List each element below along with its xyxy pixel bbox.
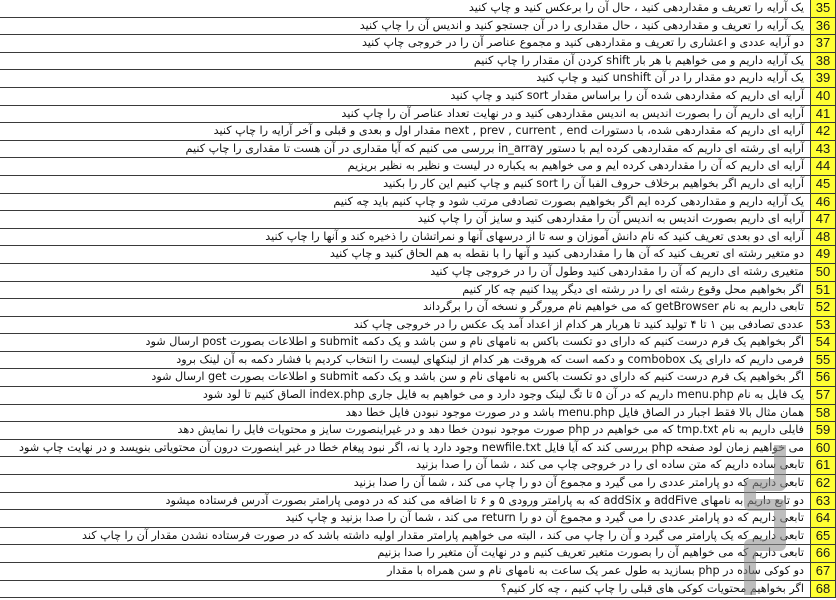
row-number-cell[interactable]: 61	[810, 457, 836, 474]
row-number-cell[interactable]: 59	[810, 422, 836, 439]
row-number-cell[interactable]: 40	[810, 88, 836, 105]
exercise-text-cell[interactable]: یک آرایه داریم و مقداردهی کرده ایم اگر بخواهیم بصورت تصادفی مرتب شود و چاپ کنیم باید چه کنیم	[333, 194, 804, 208]
exercise-text-cell[interactable]: متغیری رشته ای داریم که آن را مقداردهی کنید وطول آن را در خروجی چاپ کنید	[430, 264, 804, 278]
exercise-text-cell[interactable]: فایلی داریم به نام tmp.txt که می خواهیم در php صورت موجود نبودن خطا دهد و در غیراینصورت سایز و محتویات فایل را نمایش دهد	[177, 423, 804, 437]
row-number-cell[interactable]: 42	[810, 123, 836, 140]
exercise-text-cell[interactable]: دو کوکی ساده در php بسازید به طول عمر یک ساعت به نامهای نام و سن همراه با مقدار	[387, 564, 804, 577]
exercise-text-cell[interactable]: تابعی ساده داریم که متن ساده ای را در خروجی چاپ می کند ، شما آن را صدا بزنید	[416, 458, 804, 472]
table-row[interactable]	[0, 440, 836, 458]
row-number-cell[interactable]: 62	[810, 475, 836, 492]
row-number-cell[interactable]: 56	[810, 369, 836, 386]
row-number-cell[interactable]: 36	[810, 18, 836, 35]
exercise-text-cell[interactable]: آرایه ای دو بعدی تعریف کنید که نام دانش آموزان و سه تا از درسهای آنها و نمراتشان را ذخیره کند و آنها را چاپ کنید	[265, 229, 804, 243]
exercise-text-cell[interactable]: تابعی داریم که می خواهیم آن را بصورت متغیر تعریف کنیم و در نهایت آن متغیر را صدا بزنیم	[377, 546, 804, 560]
exercise-text-cell[interactable]: اگر بخواهیم یک فرم درست کنیم که دارای دو تکست باکس به نامهای نام و سن باشد و یک دکمه submit و اطلاعات بصورت post ارسال شود	[145, 335, 804, 349]
table-row[interactable]	[0, 141, 836, 159]
table-row[interactable]	[0, 282, 836, 300]
exercise-text-cell[interactable]: اگر بخواهیم محل وقوع رشته ای را در رشته ای دیگر پیدا کنیم چه کار کنیم	[462, 282, 804, 296]
table-row[interactable]	[0, 545, 836, 563]
row-number-cell[interactable]: 41	[810, 106, 836, 123]
exercise-text-cell[interactable]: می خواهیم زمان لود صفحه php بررسی کند که آیا فایل newfile.txt وجود دارد یا نه، اگر نبود پیغام خطا در غیر اینصورت درون آن محتویاتی بنویسد و در نهایت چاپ شود	[19, 440, 804, 454]
row-number-cell[interactable]: 49	[810, 246, 836, 263]
row-number-cell[interactable]: 63	[810, 493, 836, 510]
table-row[interactable]	[0, 563, 836, 581]
table-row[interactable]	[0, 387, 836, 405]
row-number-cell[interactable]: 68	[810, 581, 836, 598]
exercise-text-cell[interactable]: یک آرایه را تعریف و مقداردهی کنید ، حال آن را برعکس کنید و چاپ کنید	[468, 1, 804, 14]
table-row[interactable]	[0, 246, 836, 264]
row-number-cell[interactable]: 66	[810, 545, 836, 562]
exercise-text-cell[interactable]: یک آرایه را تعریف و مقداردهی کنید ، حال مقداری را در آن جستجو کنید و اندیس آن را چاپ کنید	[359, 18, 804, 32]
table-row[interactable]	[0, 106, 836, 124]
row-number-cell[interactable]: 44	[810, 158, 836, 175]
table-row[interactable]	[0, 53, 836, 71]
table-row[interactable]	[0, 475, 836, 493]
table-row[interactable]	[0, 264, 836, 282]
table-row[interactable]	[0, 493, 836, 511]
table-row[interactable]	[0, 0, 836, 18]
exercise-text-cell[interactable]: اگر بخواهیم محتویات کوکی های قبلی را چاپ کنیم ، چه کار کنیم؟	[500, 581, 804, 595]
table-row[interactable]	[0, 229, 836, 247]
exercise-text-cell[interactable]: تابعی داریم که دو پارامتر عددی را می گیرد و مجموع آن دو را return می کند ، شما آن را صدا بزنید و چاپ کنید	[285, 511, 804, 525]
table-row[interactable]	[0, 18, 836, 36]
row-number-cell[interactable]: 58	[810, 405, 836, 422]
row-number-cell[interactable]: 39	[810, 70, 836, 87]
table-row[interactable]	[0, 405, 836, 423]
row-number-cell[interactable]: 50	[810, 264, 836, 281]
row-number-cell[interactable]: 65	[810, 528, 836, 545]
exercise-text-cell[interactable]: اگر بخواهیم یک فرم درست کنیم که دارای دو تکست باکس به نامهای نام و سن باشد و یک دکمه submit و اطلاعات بصورت get ارسال شود	[151, 370, 804, 384]
table-row[interactable]	[0, 70, 836, 88]
exercise-text-cell[interactable]: دو آرایه عددی و اعشاری را تعریف و مقداردهی کنید و مجموع عناصر آن را در خروجی چاپ کنید	[361, 36, 804, 50]
exercise-text-cell[interactable]: آرایه ای رشته ای داریم که مقداردهی کرده ایم با دستور in_array بررسی می کنیم که آیا مقداری در آن هست تا مقداری را چاپ کنیم	[185, 141, 804, 155]
table-row[interactable]	[0, 123, 836, 141]
row-number-cell[interactable]: 54	[810, 334, 836, 351]
table-row[interactable]	[0, 317, 836, 335]
exercise-text-cell[interactable]: یک آرایه داریم دو مقدار را در آن unshift کنید و چاپ کنید	[536, 71, 804, 85]
row-number-cell[interactable]: 57	[810, 387, 836, 404]
exercise-text-cell[interactable]: تابعی داریم که یک پارامتر می گیرد و آن را چاپ می کند ، البته می خواهیم پارامتر مقدار اولیه داشته باشد که در صورت فرستاده نشدن مقدار آن را چاپ کند	[82, 528, 804, 542]
row-number-cell[interactable]: 48	[810, 229, 836, 246]
row-number-cell[interactable]: 52	[810, 299, 836, 316]
table-row[interactable]	[0, 176, 836, 194]
row-number-cell[interactable]: 53	[810, 317, 836, 334]
table-row[interactable]	[0, 581, 836, 599]
row-number-cell[interactable]: 46	[810, 194, 836, 211]
row-number-cell[interactable]: 45	[810, 176, 836, 193]
row-number-cell[interactable]: 64	[810, 510, 836, 527]
exercise-text-cell[interactable]: آرایه ای داریم بصورت اندیس به اندیس آن را مقداردهی کنید و سایز آن را چاپ کنید	[417, 212, 804, 226]
row-number-cell[interactable]: 55	[810, 352, 836, 369]
table-row[interactable]	[0, 457, 836, 475]
table-row[interactable]	[0, 299, 836, 317]
table-row[interactable]	[0, 334, 836, 352]
exercise-text-cell[interactable]: یک فایل به نام menu.php داریم که در آن ۵ تا تگ لینک وجود دارد و می خواهیم به فایل جاری index.php الصاق کنیم تا لود شود	[202, 388, 804, 402]
row-number-cell[interactable]: 60	[810, 440, 836, 457]
table-row[interactable]	[0, 528, 836, 546]
row-number-cell[interactable]: 67	[810, 563, 836, 580]
exercise-text-cell[interactable]: عددی تصادفی بین ۱ تا ۴ تولید کنید تا هربار هر کدام از اعداد آمد یک عکس را در خروجی چاپ کند	[353, 317, 804, 331]
table-row[interactable]	[0, 211, 836, 229]
table-row[interactable]	[0, 510, 836, 528]
exercise-text-cell[interactable]: آرایه ای داریم که مقداردهی شده، با دستورات next , prev , current , end مقدار اول و بعدی و قبلی و آخر آرایه را چاپ کنید	[213, 124, 804, 138]
row-number-cell[interactable]: 43	[810, 141, 836, 158]
exercise-text-cell[interactable]: فرمی داریم که دارای یک combobox و دکمه است که هروقت هر کدام از لینکهای لیست را انتخاب کردیم با فشار دکمه به آن لینک برود	[176, 352, 804, 366]
exercise-text-cell[interactable]: آرایه ای داریم که مقداردهی شده آن را براساس مقدار sort کنید و چاپ کنید	[450, 88, 804, 102]
table-row[interactable]	[0, 35, 836, 53]
exercise-text-cell[interactable]: آرایه ای داریم آن را بصورت اندیس به اندیس مقداردهی کنید و در نهایت تعداد عناصر آن را چاپ کنید	[341, 106, 804, 120]
row-number-cell[interactable]: 37	[810, 35, 836, 52]
exercise-text-cell[interactable]: دو متغیر رشته ای تعریف کنید که آن ها را مقداردهی کنید و آنها را با نقطه به هم الحاق کنید و چاپ کنید	[329, 247, 804, 261]
exercise-text-cell[interactable]: همان مثال بالا فقط اجبار در الصاق فایل menu.php باشد و در صورت موجود نبودن فایل خطا دهد	[345, 405, 804, 419]
exercise-text-cell[interactable]: آرایه ای داریم اگر بخواهیم برخلاف حروف الفبا آن را sort کنیم و چاپ کنیم این کار را بکنید	[383, 176, 804, 190]
exercise-text-cell[interactable]: دو تابع داریم به نامهای addFive و addSix که به پارامتر ورودی ۵ و ۶ تا اضافه می کند که در دومی پارامتر بصورت آدرس فرستاده میشود	[165, 493, 804, 507]
table-row[interactable]	[0, 369, 836, 387]
table-row[interactable]	[0, 194, 836, 212]
table-row[interactable]	[0, 88, 836, 106]
row-number-cell[interactable]: 47	[810, 211, 836, 228]
table-row[interactable]	[0, 352, 836, 370]
exercise-text-cell[interactable]: یک آرایه داریم و می خواهیم با هر بار shift کردن آن مقدار را چاپ کنیم	[473, 53, 804, 67]
row-number-cell[interactable]: 38	[810, 53, 836, 70]
table-row[interactable]	[0, 158, 836, 176]
row-number-cell[interactable]: 35	[810, 0, 836, 17]
table-row[interactable]	[0, 422, 836, 440]
exercise-text-cell[interactable]: تابعی داریم که دو پارامتر عددی را می گیرد و مجموع آن دو را چاپ می کند ، شما آن را صدا بزنید	[353, 476, 804, 490]
row-number-cell[interactable]: 51	[810, 282, 836, 299]
exercise-text-cell[interactable]: تابعی داریم به نام getBrowser که می خواهیم نام مرورگر و نسخه آن را برگرداند	[423, 300, 804, 314]
exercise-text-cell[interactable]: آرایه ای داریم که آن را مقداردهی کرده ایم و می خواهیم به یکباره در لیست و نظیر به نظیر بریزیم	[347, 159, 804, 173]
